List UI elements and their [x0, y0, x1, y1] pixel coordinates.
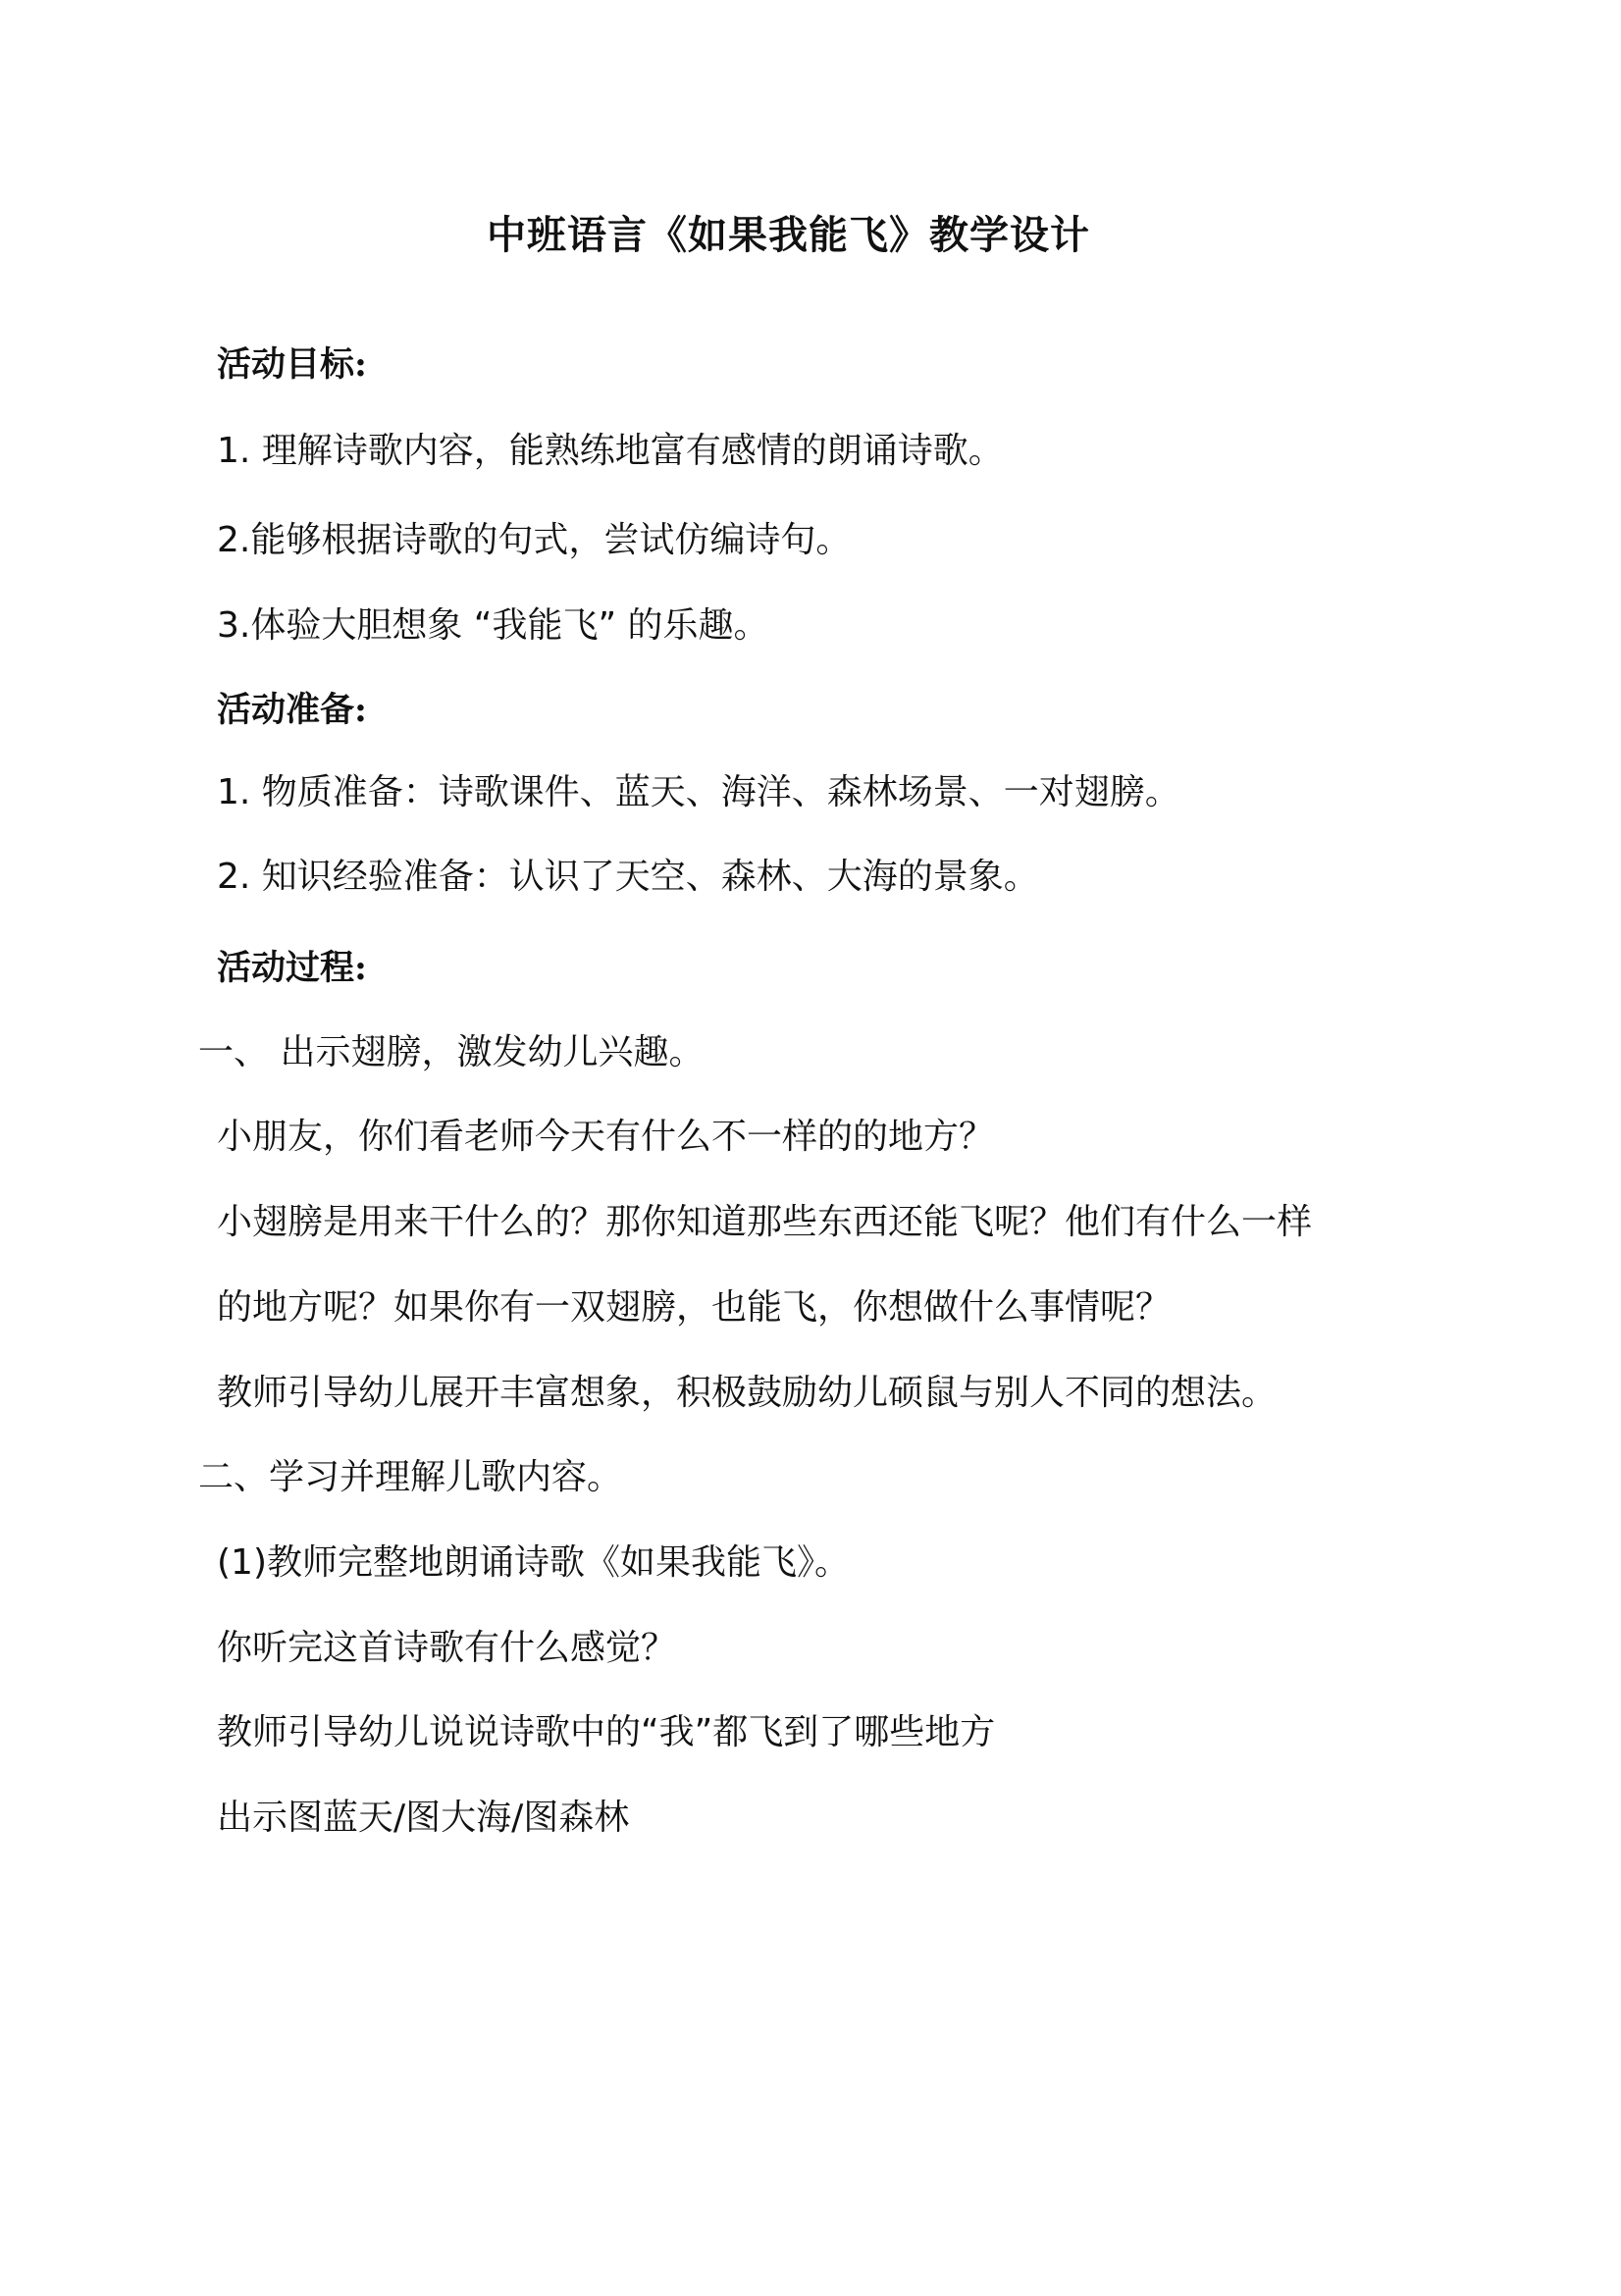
process-line: 你听完这首诗歌有什么感觉？ [217, 1628, 677, 1668]
process-line: 的地方呢？如果你有一双翅膀，也能飞，你想做什么事情呢？ [217, 1287, 1172, 1328]
process-line: (1)教师完整地朗诵诗歌《如果我能飞》。 [217, 1542, 850, 1583]
process-line: 教师引导幼儿说说诗歌中的“我”都飞到了哪些地方 [217, 1712, 996, 1752]
process-line: 教师引导幼儿展开丰富想象，积极鼓励幼儿硕鼠与别人不同的想法。 [217, 1373, 1278, 1413]
goal-item: 3.体验大胆想象 “我能飞” 的乐趣。 [217, 605, 769, 646]
process-step-title: 一、 出示翅膀，激发幼儿兴趣。 [198, 1032, 705, 1072]
process-step-title: 二、学习并理解儿歌内容。 [198, 1457, 623, 1497]
prep-heading: 活动准备: [217, 690, 367, 730]
prep-item: 2. 知识经验准备：认识了天空、森林、大海的景象。 [217, 857, 1039, 897]
process-line: 出示图蓝天/图大海/图森林 [217, 1798, 630, 1838]
goal-item: 1. 理解诗歌内容，能熟练地富有感情的朗诵诗歌。 [217, 431, 1004, 471]
document-title: 中班语言《如果我能飞》教学设计 [487, 212, 1090, 258]
process-line: 小翅膀是用来干什么的？那你知道那些东西还能飞呢？他们有什么一样 [217, 1202, 1313, 1242]
goals-heading: 活动目标: [217, 344, 367, 385]
process-heading: 活动过程: [217, 948, 367, 988]
goal-item: 2.能够根据诗歌的句式，尝试仿编诗句。 [217, 520, 852, 560]
prep-item: 1. 物质准备：诗歌课件、蓝天、海洋、森林场景、一对翅膀。 [217, 772, 1180, 812]
process-line: 小朋友，你们看老师今天有什么不一样的的地方？ [217, 1117, 995, 1157]
